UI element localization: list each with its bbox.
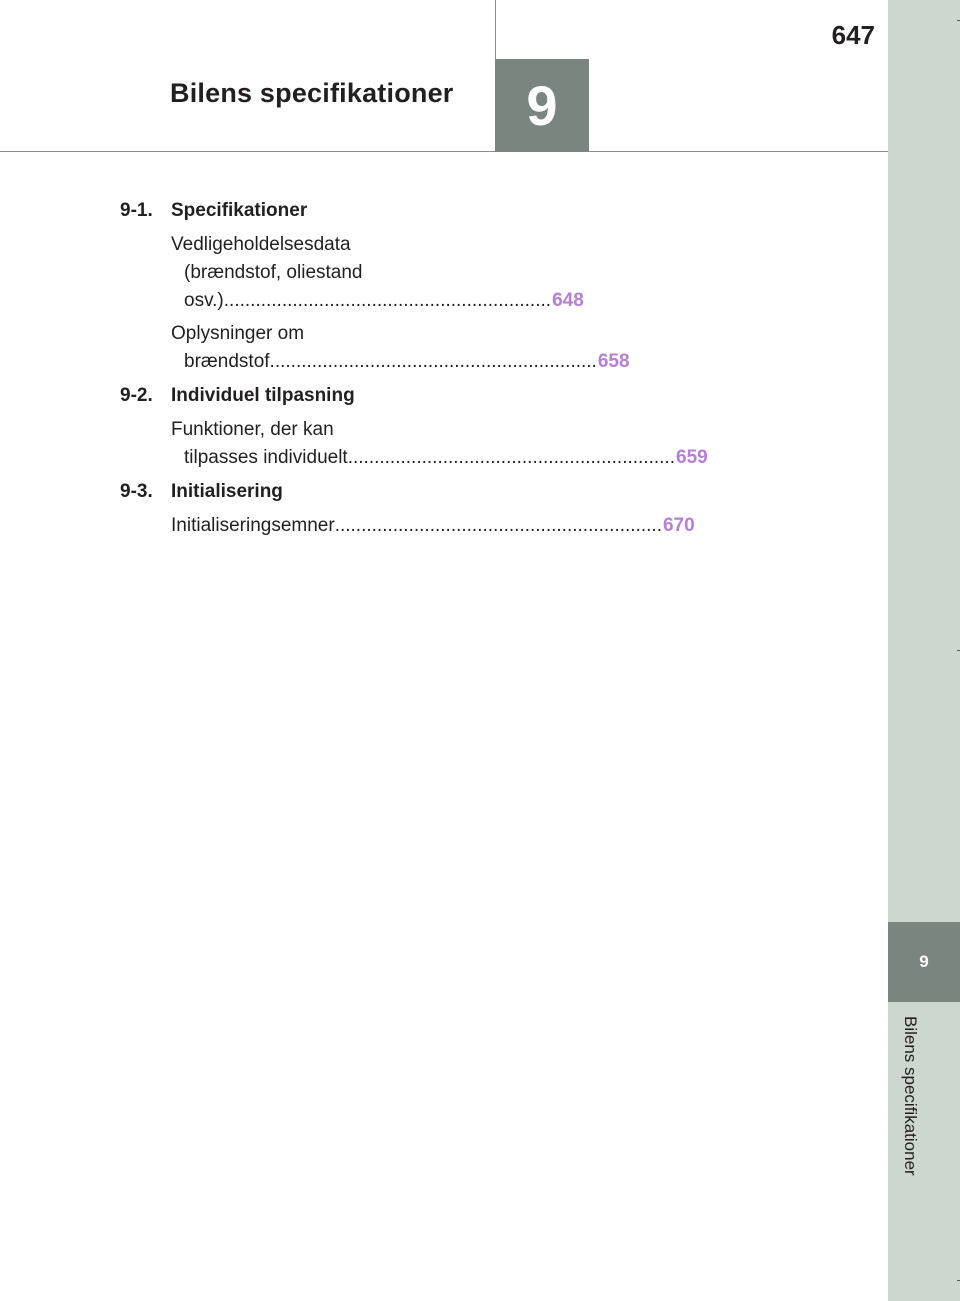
leader-dots: .............................................................. (223, 290, 552, 311)
section-title: Specifikationer (171, 200, 308, 221)
toc-entry[interactable] (171, 320, 630, 376)
section-title: Initialisering (171, 481, 283, 502)
page-reference-link[interactable]: 648 (552, 290, 584, 311)
section-number: 9-3. (120, 481, 153, 502)
toc-entry-line: (brændstof, oliestand (184, 262, 363, 283)
leader-dots: .............................................................. (334, 515, 662, 536)
side-tab-chapter-number[interactable]: 9 (888, 922, 960, 1002)
page-number: 647 (831, 20, 875, 50)
leader-dots: .............................................................. (269, 351, 597, 372)
header-divider-vertical (495, 0, 496, 60)
toc-entry-line: osv.) (184, 290, 224, 311)
toc-entry-line: brændstof (184, 351, 270, 372)
toc-entry[interactable] (171, 512, 695, 540)
chapter-number-box: 9 (495, 59, 589, 152)
toc-entry[interactable] (171, 416, 708, 472)
side-tab-label: Bilens specifikationer (901, 1016, 920, 1176)
leader-dots: .............................................................. (347, 447, 675, 468)
toc-entry-line: Funktioner, der kan (171, 419, 334, 440)
section-number: 9-1. (120, 200, 153, 221)
toc-entry-line: Oplysninger om (171, 323, 305, 344)
page-reference-link[interactable]: 658 (597, 351, 630, 372)
page-reference-link[interactable]: 670 (662, 515, 695, 536)
header-divider-horizontal (0, 151, 888, 152)
toc-entry[interactable] (171, 231, 584, 315)
chapter-title: Bilens specifikationer (170, 78, 454, 108)
toc-entry-line: Initialiseringsemner (171, 515, 335, 536)
toc-entry-line: tilpasses individuelt (184, 447, 348, 468)
section-number: 9-2. (120, 385, 153, 406)
page-reference-link[interactable]: 659 (676, 447, 708, 468)
section-title: Individuel tilpasning (171, 385, 355, 406)
toc-entry-line: Vedligeholdelsesdata (171, 234, 351, 255)
